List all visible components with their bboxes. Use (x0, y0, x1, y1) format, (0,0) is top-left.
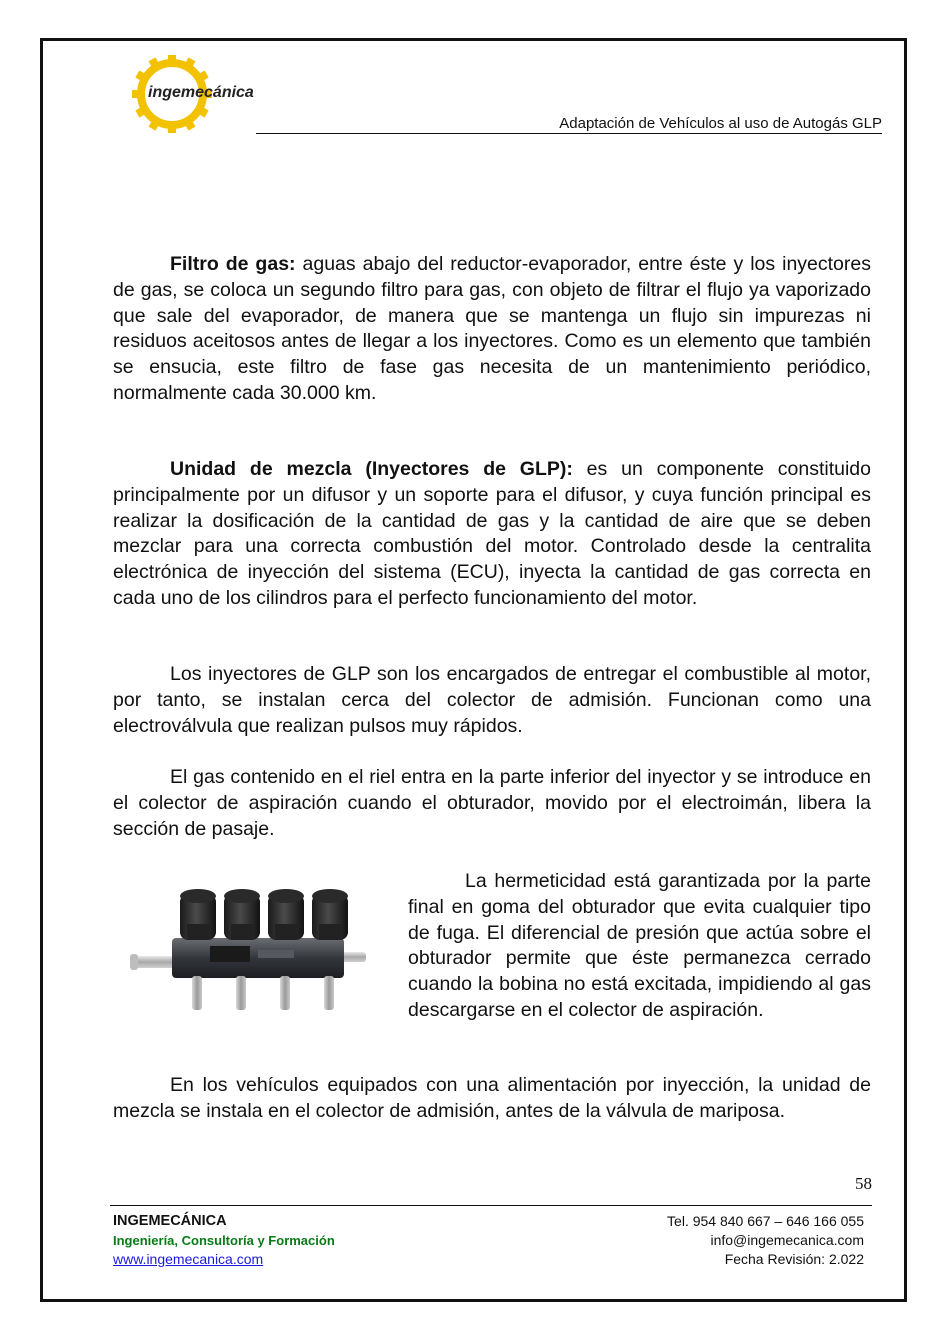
page-number: 58 (855, 1174, 872, 1193)
website-link[interactable]: www.ingemecanica.com (113, 1251, 264, 1267)
paragraph-text: aguas abajo del reductor-evaporador, entre éste y los inyectores de gas, se coloca un segundo filtro para gas, con objeto de filtrar el flujo ya vaporizado que sale del evaporador, de manera que se mantenga un flujo sin impurezas ni residuos aceitosos antes de llegar a los inyectores. Como es un elemento que también se ensucia, este filtro de fase gas necesita de un mantenimiento periódico, normalmente cada 30.000 km. (113, 253, 871, 404)
document-title: Adaptación de Vehículos al uso de Autogás GLP (559, 115, 882, 132)
paragraph-text: es un componente constituido principalmente por un difusor y un soporte para el difusor, y cuya función principal es realizar la dosificación de la cantidad de gas y la cantidad de aire que se deben mezclar para una correcta combustión del motor. Controlado desde la centralita electrónica de inyección del sistema (ECU), inyecta la cantidad de gas correcta en cada uno de los cilindros para el perfecto funcionamiento del motor. (113, 458, 871, 609)
footer-divider (110, 1205, 872, 1206)
phone-numbers: Tel. 954 840 667 – 646 166 055 (667, 1213, 864, 1229)
paragraph-gas-riel (113, 765, 871, 842)
company-name: INGEMECÁNICA (113, 1213, 227, 1229)
company-tagline: Ingeniería, Consultoría y Formación (113, 1233, 335, 1248)
email-address: info@ingemecanica.com (710, 1232, 864, 1248)
injector-rail-image (128, 880, 378, 1030)
paragraph-inyectores (113, 662, 871, 739)
footer-company-block (113, 1212, 335, 1269)
paragraph-text: En los vehículos equipados con una alimentación por inyección, la unidad de mezcla se instala en el colector de admisión, antes de la válvula de mariposa. (113, 1074, 871, 1122)
paragraph-text: Los inyectores de GLP son los encargados de entregar el combustible al motor, por tanto, se instalan cerca del colector de admisión. Funcionan como una electroválvula que realizan pulsos muy rápidos. (113, 663, 871, 737)
paragraph-lead: Unidad de mezcla (Inyectores de GLP): (170, 458, 573, 480)
logo-text: ingemecánica (148, 84, 254, 101)
paragraph-lead: Filtro de gas: (170, 253, 296, 275)
paragraph-text: El gas contenido en el riel entra en la parte inferior del inyector y se introduce en el colector de aspiración cuando el obturador, movido por el electroimán, libera la sección de pasaje. (113, 766, 871, 840)
revision-date: Fecha Revisión: 2.022 (724, 1251, 864, 1267)
paragraph-filtro-de-gas (113, 252, 871, 407)
footer-contact-block (667, 1212, 864, 1269)
paragraph-text: La hermeticidad está garantizada por la parte final en goma del obturador que evita cualquier tipo de fuga. El diferencial de presión que actúa sobre el obturador permite que éste permanezca cerrado cuando la bobina no está excitada, impidiendo al gas descargarse en el colector de aspiración. (408, 870, 871, 1021)
header-divider (256, 133, 882, 134)
paragraph-alimentacion-inyeccion (113, 1073, 871, 1125)
paragraph-hermeticidad (408, 869, 871, 1024)
paragraph-unidad-de-mezcla (113, 457, 871, 612)
